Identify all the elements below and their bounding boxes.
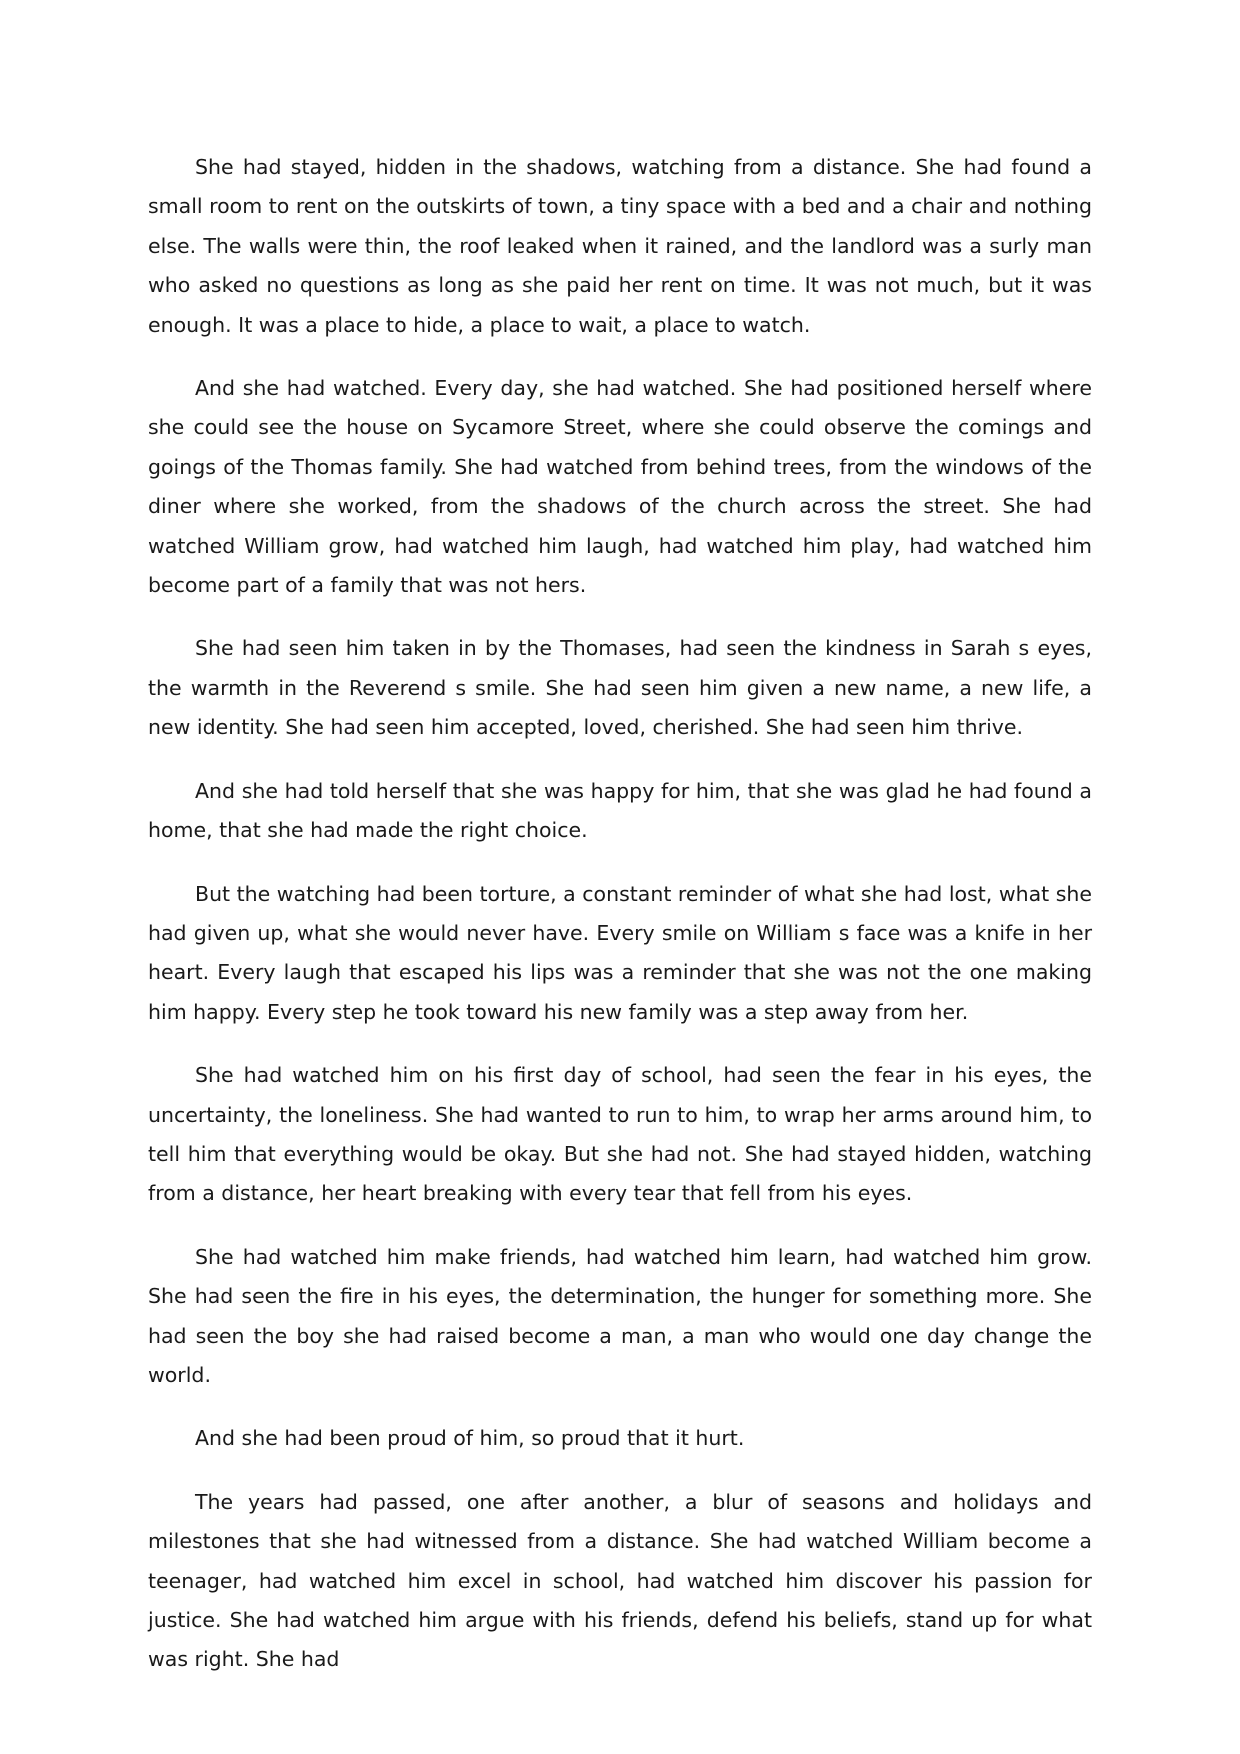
paragraph-1: She had stayed, hidden in the shadows, watching from a distance. She had found a small room to rent on the outskirts of town, a tiny space with a bed and a chair and nothing else. The walls were thin, the roof leaked when it rained, and the landlord was a surly man who asked no questions as long as she paid her rent on time. It was not much, but it was enough. It was a place to hide, a place to wait, a place to watch. xyxy=(148,155,1092,337)
paragraph-2: And she had watched. Every day, she had watched. She had positioned herself where she could see the house on Sycamore Street, where she could observe the comings and goings of the Thomas family. She had watched from behind trees, from the windows of the diner where she worked, from the shadows of the church across the street. She had watched William grow, had watched him laugh, had watched him play, had watched him become part of a family that was not hers. xyxy=(148,376,1092,598)
paragraph-6: She had watched him on his first day of school, had seen the fear in his eyes, the uncertainty, the loneliness. She had wanted to run to him, to wrap her arms around him, to tell him that everything would be okay. But she had not. She had stayed hidden, watching from a distance, her heart breaking with every tear that fell from his eyes. xyxy=(148,1063,1092,1206)
paragraph-9: The years had passed, one after another, a blur of seasons and holidays and milestones that she had witnessed from a distance. She had watched William become a teenager, had watched him excel in school, had watched him discover his passion for justice. She had watched him argue with his friends, defend his beliefs, stand up for what was right. She had xyxy=(148,1489,1092,1672)
document-page xyxy=(148,148,1092,1704)
paragraph-7: She had watched him make friends, had watched him learn, had watched him grow. She had seen the fire in his eyes, the determination, the hunger for something more. She had seen the boy she had raised become a man, a man who would one day change the world. xyxy=(148,1244,1092,1387)
paragraph-4: And she had told herself that she was happy for him, that she was glad he had found a home, that she had made the right choice. xyxy=(148,778,1092,843)
paragraph-8: And she had been proud of him, so proud that it hurt. xyxy=(195,1426,745,1451)
paragraph-5: But the watching had been torture, a constant reminder of what she had lost, what she had given up, what she would never have. Every smile on William s face was a knife in her heart. Every laugh that escaped his lips was a reminder that she was not the one making him happy. Every step he took toward his new family was a step away from her. xyxy=(148,881,1092,1024)
paragraph-3: She had seen him taken in by the Thomases, had seen the kindness in Sarah s eyes, the warmth in the Reverend s smile. She had seen him given a new name, a new life, a new identity. She had seen him accepted, loved, cherished. She had seen him thrive. xyxy=(148,636,1092,740)
